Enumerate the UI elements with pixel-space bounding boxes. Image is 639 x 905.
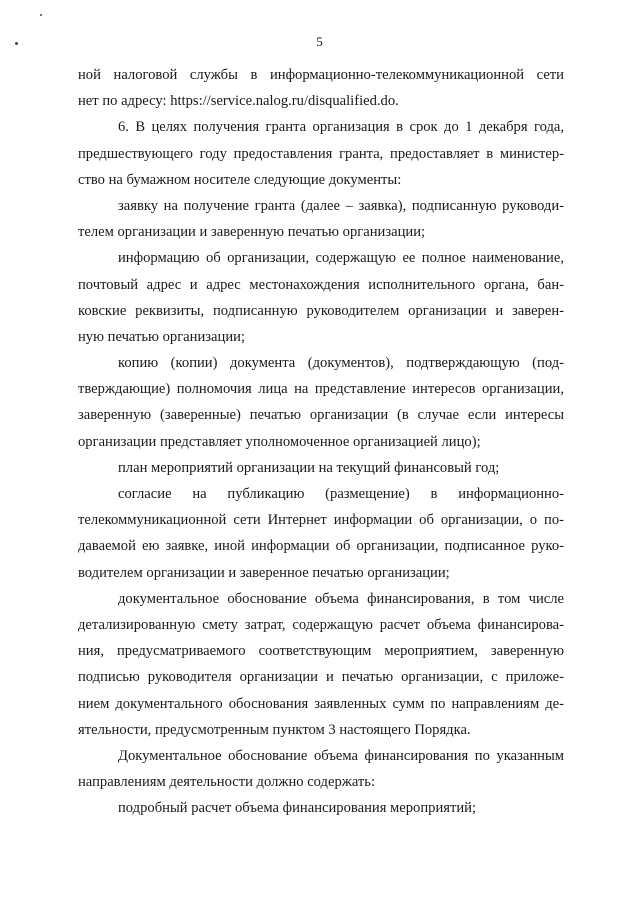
text-line: ной налоговой службы в информационно-телекоммуникационной сети xyxy=(78,67,564,83)
text-line: ную печатью организации; xyxy=(78,328,246,345)
text-line: телекоммуникационной сети Интернет информации об организации, о по- xyxy=(78,512,564,529)
body-text xyxy=(78,62,564,821)
text-line: подробный расчет объема финансирования мероприятий; xyxy=(118,800,477,817)
text-line: нет по адресу: https://service.nalog.ru/disqualified.do. xyxy=(78,93,399,110)
text-line: документальное обоснование объема финансирования, в том числе xyxy=(118,590,564,607)
text-line: подписью руководителя организации и печатью организации, с приложе- xyxy=(78,669,564,686)
text-line: копию (копии) документа (документов), подтверждающую (под- xyxy=(118,355,564,372)
page-number: 5 xyxy=(316,34,323,49)
text-line: детализированную смету затрат, содержащую расчет объема финансирова- xyxy=(78,616,564,633)
text-line: тверждающие) полномочия лица на представление интересов организации, xyxy=(78,381,564,398)
text-line: предшествующего году предоставления гранта, предоставляет в министер- xyxy=(78,145,564,162)
scan-speck xyxy=(40,14,42,16)
text-line: почтовый адрес и адрес местонахождения исполнительного органа, бан- xyxy=(78,276,564,293)
text-line: нием документального обоснования заявленных сумм по направлениям де- xyxy=(78,695,564,712)
text-line: заявку на получение гранта (далее – заявка), подписанную руководи- xyxy=(118,197,564,214)
text-line: ковские реквизиты, подписанную руководителем организации и заверен- xyxy=(78,302,564,319)
text-line: даваемой ею заявке, иной информации об организации, подписанное руко- xyxy=(78,538,564,555)
text-line: план мероприятий организации на текущий финансовый год; xyxy=(118,459,500,476)
text-line: ство на бумажном носителе следующие документы: xyxy=(78,171,402,188)
text-line: согласие на публикацию (размещение) в информационно- xyxy=(118,486,564,502)
text-line: телем организации и заверенную печатью организации; xyxy=(78,224,426,241)
text-line: направлениям деятельности должно содержать: xyxy=(78,774,376,791)
text-line: 6. В целях получения гранта организация в срок до 1 декабря года, xyxy=(118,119,564,136)
text-line: водителем организации и заверенное печатью организации; xyxy=(78,564,450,581)
text-line: организации представляет уполномоченное организацией лицо); xyxy=(78,433,481,450)
text-line: Документальное обоснование объема финансирования по указанным xyxy=(118,747,564,764)
text-line: ния, предусматриваемого соответствующим мероприятием, заверенную xyxy=(78,643,564,660)
text-line: ятельности, предусмотренным пунктом 3 настоящего Порядка. xyxy=(78,721,471,738)
text-line: заверенную (заверенные) печатью организации (в случае если интересы xyxy=(78,407,564,424)
text-line: информацию об организации, содержащую ее полное наименование, xyxy=(118,250,564,267)
